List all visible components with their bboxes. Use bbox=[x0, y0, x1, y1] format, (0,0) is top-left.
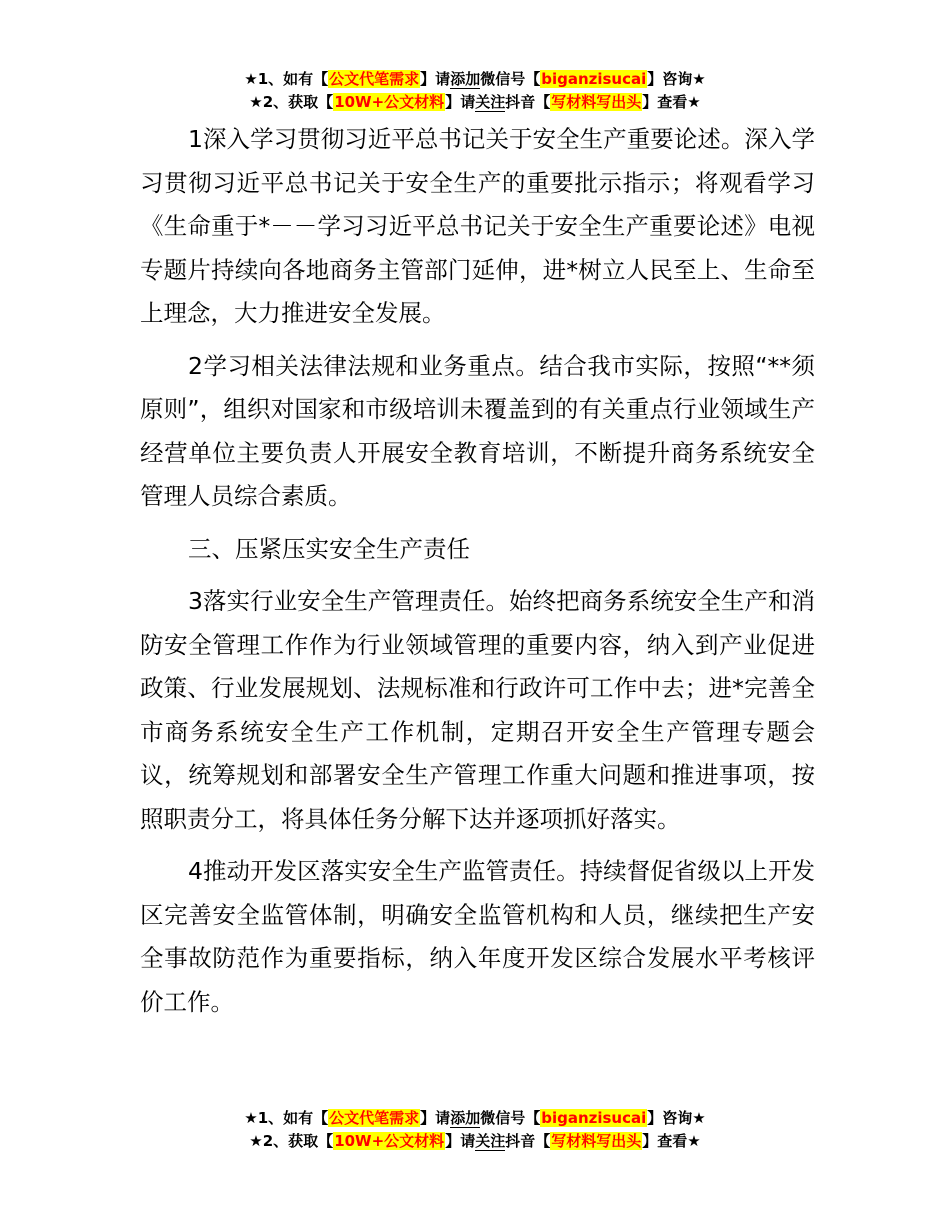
section-heading: 三、压紧压实安全生产责任 bbox=[188, 534, 470, 563]
promo-text: 抖音【 bbox=[505, 93, 551, 111]
promo-text: 】查看★ bbox=[642, 93, 701, 111]
promo-text: 】咨询★ bbox=[647, 70, 706, 88]
promo-highlight: 10W+公文材料 bbox=[334, 93, 445, 111]
promo-text: 】咨询★ bbox=[647, 1109, 706, 1127]
promo-highlight: 公文代笔需求 bbox=[329, 1109, 420, 1127]
promo-banner-bottom bbox=[0, 1107, 950, 1153]
promo-text: 微信号【 bbox=[480, 70, 541, 88]
promo-highlight: biganzisucai bbox=[541, 70, 647, 88]
document-body bbox=[140, 118, 815, 1033]
paragraph-1: 1深入学习贯彻习近平总书记关于安全生产重要论述。深入学习贯彻习近平总书记关于安全生产的重要批示指示；将观看学习《生命重于*－－学习习近平总书记关于安全生产重要论述》电视专题片持续向各地商务主管部门延伸，进*树立人民至上、生命至上理念，大力推进安全发展。 bbox=[140, 125, 815, 327]
promo-highlight: 写材料写出头 bbox=[551, 1132, 642, 1150]
promo-highlight: 10W+公文材料 bbox=[334, 1132, 445, 1150]
promo-text: 】请 bbox=[445, 1132, 476, 1150]
promo-emphasis: 关注 bbox=[475, 93, 506, 111]
promo-text: ★2、获取【 bbox=[249, 93, 334, 111]
paragraph-3: 3落实行业安全生产管理责任。始终把商务系统安全生产和消防安全管理工作作为行业领域管理的重要内容，纳入到产业促进政策、行业发展规划、法规标准和行政许可工作中去；进*完善全市商务系统安全生产工作机制，定期召开安全生产管理专题会议，统筹规划和部署安全生产管理工作重大问题和推进事项，按照职责分工，将具体任务分解下达并逐项抓好落实。 bbox=[140, 587, 815, 833]
promo-text: 】请 bbox=[420, 1109, 451, 1127]
promo-banner-top bbox=[0, 68, 950, 114]
promo-text: ★1、如有【 bbox=[244, 70, 329, 88]
promo-line-2 bbox=[0, 1130, 950, 1153]
promo-text: ★1、如有【 bbox=[244, 1109, 329, 1127]
promo-line-1 bbox=[0, 68, 950, 91]
promo-line-2 bbox=[0, 91, 950, 114]
paragraph-2: 2学习相关法律法规和业务重点。结合我市实际，按照“**须原则”，组织对国家和市级培训未覆盖到的有关重点行业领域生产经营单位主要负责人开展安全教育培训，不断提升商务系统安全管理人员综合素质。 bbox=[140, 351, 815, 510]
promo-text: 】请 bbox=[420, 70, 451, 88]
paragraph-4: 4推动开发区落实安全生产监管责任。持续督促省级以上开发区完善安全监管体制，明确安全监管机构和人员，继续把生产安全事故防范作为重要指标，纳入年度开发区综合发展水平考核评价工作。 bbox=[140, 857, 815, 1016]
promo-highlight: 写材料写出头 bbox=[551, 93, 642, 111]
promo-text: 抖音【 bbox=[505, 1132, 551, 1150]
promo-line-1 bbox=[0, 1107, 950, 1130]
promo-highlight: 公文代笔需求 bbox=[329, 70, 420, 88]
promo-highlight: biganzisucai bbox=[541, 1109, 647, 1127]
promo-emphasis: 关注 bbox=[475, 1132, 506, 1150]
promo-text: ★2、获取【 bbox=[249, 1132, 334, 1150]
promo-emphasis: 添加 bbox=[450, 70, 481, 88]
promo-text: 微信号【 bbox=[480, 1109, 541, 1127]
promo-emphasis: 添加 bbox=[450, 1109, 481, 1127]
promo-text: 】查看★ bbox=[642, 1132, 701, 1150]
promo-text: 】请 bbox=[445, 93, 476, 111]
